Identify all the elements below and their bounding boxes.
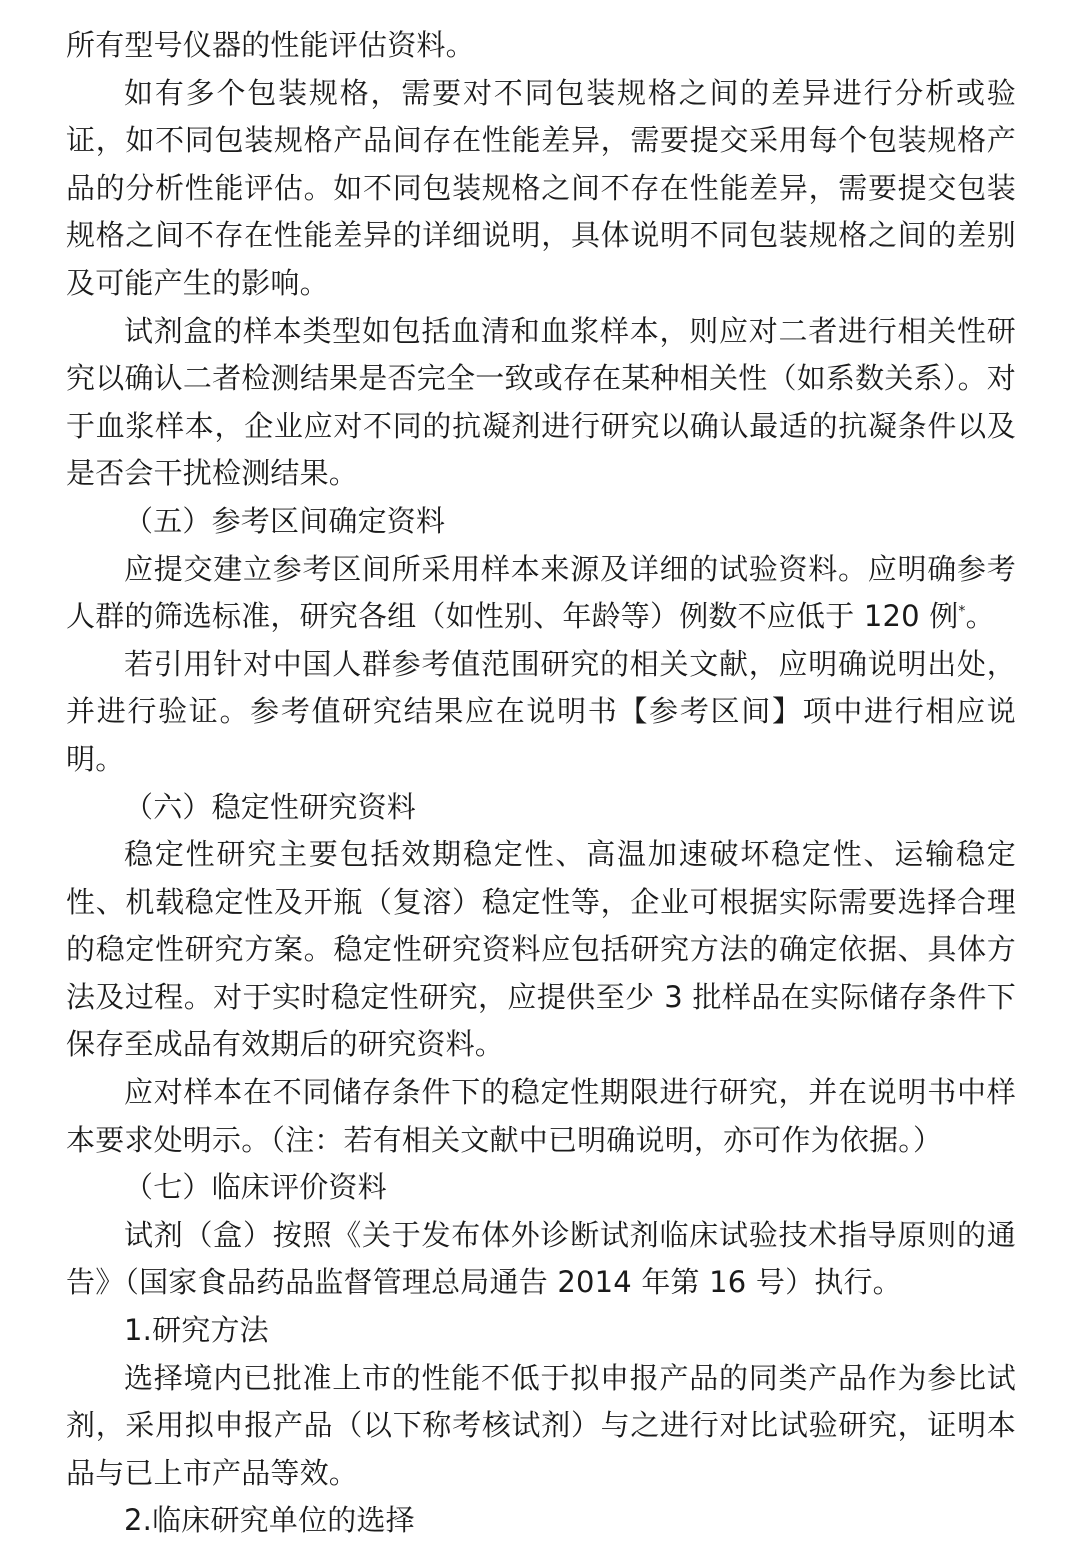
footnote-mark: * [958, 603, 966, 620]
subheading-clinical-units: 2.临床研究单位的选择 [124, 1503, 415, 1538]
subheading-research-method: 1.研究方法 [124, 1313, 269, 1348]
paragraph-packaging-specs: 如有多个包装规格，需要对不同包装规格之间的差异进行分析或验证，如不同包装规格产品间存在性能差异，需要提交采用每个包装规格产品的分析性能评估。如不同包装规格之间不存在性能差异，需要提交包装规格之间不存在性能差异的详细说明，具体说明不同包装规格之间的差别及可能产生的影响。 [66, 75, 1016, 300]
paragraph-continuation: 所有型号仪器的性能评估资料。 [66, 28, 475, 62]
section-heading-stability: （六）稳定性研究资料 [124, 789, 417, 824]
paragraph-reference-literature: 若引用针对中国人群参考值范围研究的相关文献，应明确说明出处，并进行验证。参考值研究结果应在说明书【参考区间】项中进行相应说明。 [66, 646, 1016, 776]
paragraph-research-method: 选择境内已批准上市的性能不低于拟申报产品的同类产品作为参比试剂，采用拟申报产品（以下称考核试剂）与之进行对比试验研究，证明本品与已上市产品等效。 [66, 1360, 1016, 1490]
paragraph-sample-types: 试剂盒的样本类型如包括血清和血浆样本，则应对二者进行相关性研究以确认二者检测结果是否完全一致或存在某种相关性（如系数关系）。对于血浆样本，企业应对不同的抗凝剂进行研究以确认最适的抗凝条件以及是否会干扰检测结果。 [66, 313, 1016, 491]
paragraph-reference-interval-end: 。 [965, 599, 995, 634]
section-heading-reference-interval: （五）参考区间确定资料 [124, 503, 446, 538]
section-heading-clinical: （七）临床评价资料 [124, 1170, 387, 1205]
paragraph-stability: 稳定性研究主要包括效期稳定性、高温加速破坏稳定性、运输稳定性、机载稳定性及开瓶（复溶）稳定性等，企业可根据实际需要选择合理的稳定性研究方案。稳定性研究资料应包括研究方法的确定依据、具体方法及过程。对于实时稳定性研究，应提供至少 3 批样品在实际储存条件下保存至成品有效期后的研究资料。 [66, 837, 1016, 1062]
paragraph-reference-interval [66, 546, 1016, 641]
document-page [66, 22, 1016, 1545]
paragraph-reference-interval-text: 应提交建立参考区间所采用样本来源及详细的试验资料。应明确参考人群的筛选标准，研究各组（如性别、年龄等）例数不应低于 120 例 [66, 551, 1016, 634]
paragraph-clinical: 试剂（盒）按照《关于发布体外诊断试剂临床试验技术指导原则的通告》（国家食品药品监督管理总局通告 2014 年第 16 号）执行。 [66, 1217, 1016, 1300]
paragraph-sample-stability: 应对样本在不同储存条件下的稳定性期限进行研究，并在说明书中样本要求处明示。（注：若有相关文献中已明确说明，亦可作为依据。） [66, 1075, 1016, 1157]
